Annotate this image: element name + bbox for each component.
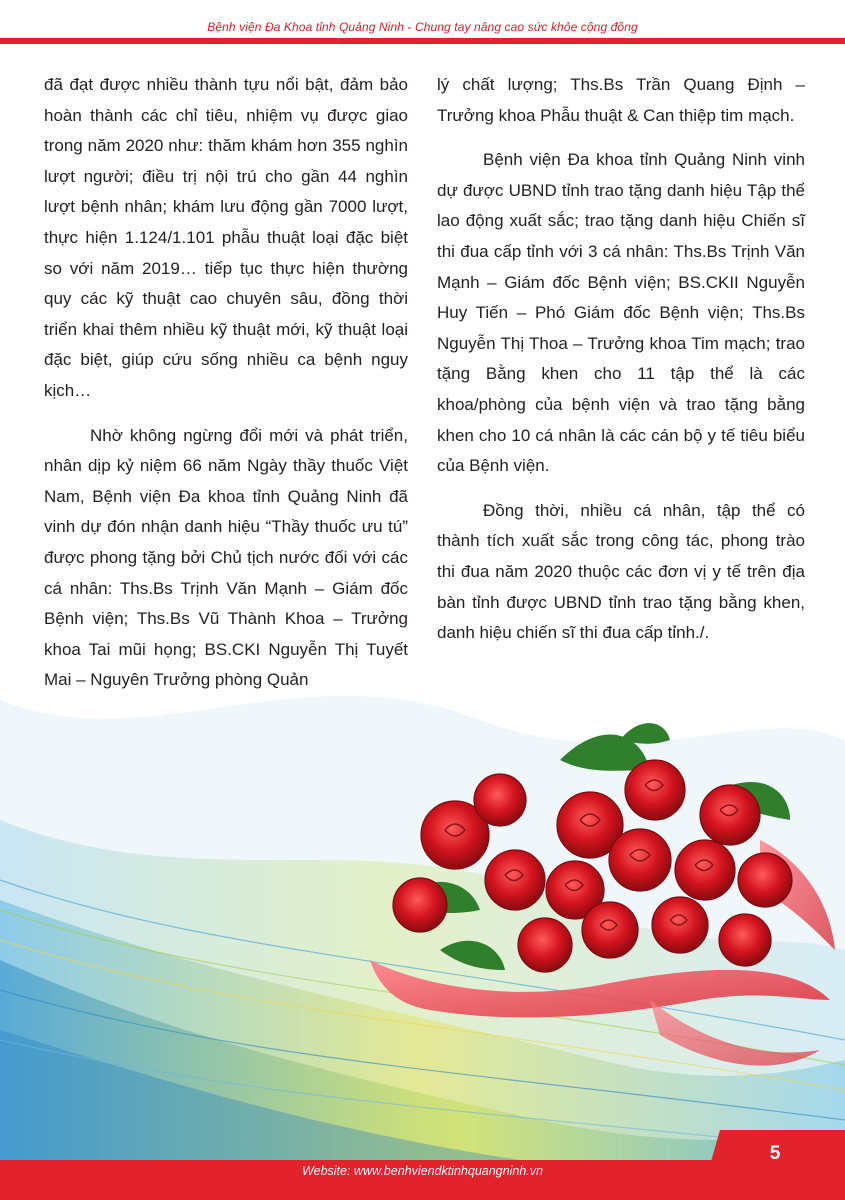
header-title: Bệnh viện Đa Khoa tỉnh Quảng Ninh - Chung tay nâng cao sức khỏe cộng đồng [207, 20, 638, 34]
page-header [0, 0, 845, 46]
article-left-column [44, 70, 408, 710]
article-paragraph: Bệnh viện Đa khoa tỉnh Quảng Ninh vinh dự được UBND tỉnh trao tặng danh hiệu Tập thể lao động xuất sắc; trao tặng danh hiệu Chiến sĩ thi đua cấp tỉnh với 3 cá nhân: Ths.Bs Trịnh Văn Mạnh – Giám đốc Bệnh viện; BS.CKII Nguyễn Huy Tiến – Phó Giám đốc Bệnh viện; Ths.Bs Nguyễn Thị Thoa – Trưởng khoa Tim mạch; trao tặng Bằng khen cho 11 tập thể là các khoa/phòng của bệnh viện và trao tặng bằng khen cho 10 cá nhân là các cán bộ y tế tiêu biểu của Bệnh viện. [437, 150, 805, 476]
page-number: 5 [769, 1143, 781, 1164]
article-paragraph: lý chất lượng; Ths.Bs Trần Quang Định – Trưởng khoa Phẫu thuật & Can thiệp tim mạch. [437, 75, 805, 125]
footer-website[interactable]: Website: www.benhviendktinhquangninh.vn [302, 1164, 543, 1178]
article-right-column [437, 70, 805, 663]
article-paragraph: Đồng thời, nhiều cá nhân, tập thể có thành tích xuất sắc trong công tác, phong trào thi đua năm 2020 thuộc các đơn vị y tế trên địa bàn tỉnh được UBND tỉnh trao tặng bằng khen, danh hiệu chiến sĩ thi đua cấp tỉnh./. [437, 500, 805, 643]
article-paragraph: Nhờ không ngừng đổi mới và phát triển, nhân dịp kỷ niệm 66 năm Ngày thầy thuốc Việt Nam, Bệnh viện Đa khoa tỉnh Quảng Ninh đã vinh dự đón nhận danh hiệu “Thầy thuốc ưu tú” được phong tặng bởi Chủ tịch nước đối với các cá nhân: Ths.Bs Trịnh Văn Mạnh – Giám đốc Bệnh viện; Ths.Bs Vũ Thành Khoa – Trưởng khoa Tai mũi họng; BS.CKI Nguyễn Thị Tuyết Mai – Nguyên Trưởng phòng Quản [44, 425, 408, 690]
header-divider [0, 38, 845, 44]
article-paragraph: đã đạt được nhiều thành tựu nổi bật, đảm bảo hoàn thành các chỉ tiêu, nhiệm vụ được giao trong năm 2020 như: thăm khám hơn 355 nghìn lượt người; điều trị nội trú cho gần 44 nghìn lượt bệnh nhân; khám lưu động gần 7000 lượt, thực hiện 1.124/1.101 phẫu thuật loại đặc biệt so với năm 2019… tiếp tục thực hiện thường quy các kỹ thuật cao chuyên sâu, đồng thời triển khai thêm nhiều kỹ thuật mới, kỹ thuật loại đặc biệt, giúp cứu sống nhiều ca bệnh nguy kịch… [44, 75, 408, 400]
